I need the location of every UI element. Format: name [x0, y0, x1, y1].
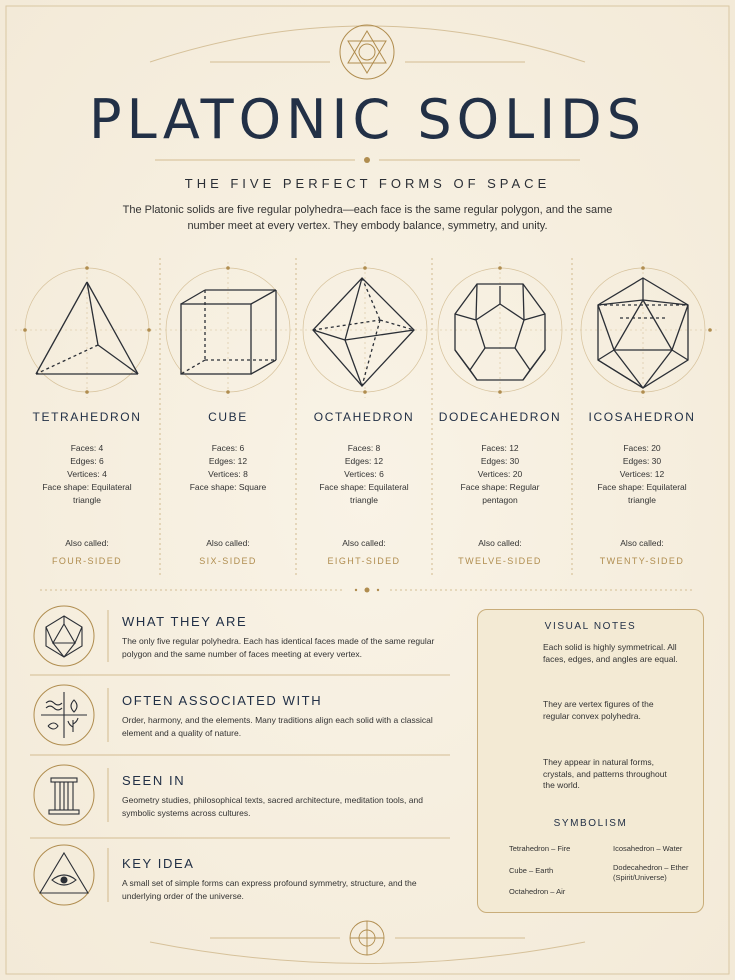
also-called-label: Also called:	[478, 538, 522, 548]
solid-column-octahedron	[294, 410, 434, 566]
solid-name: DODECAHEDRON	[438, 410, 562, 424]
section-icosahedron-icon	[46, 616, 82, 657]
symbol-earth: Cube – Earth	[509, 866, 554, 875]
section-text: Order, harmony, and the elements. Many traditions align each solid with a classical element and a quality of nature.	[122, 715, 433, 738]
section-often-associated	[122, 693, 452, 739]
section-heading: WHAT THEY ARE	[122, 614, 248, 629]
solid-column-cube	[158, 410, 298, 566]
symbol-ether: Dodecahedron – Ether (Spirit/Universe)	[613, 863, 689, 882]
column-icon	[49, 778, 79, 814]
solid-name: OCTAHEDRON	[313, 410, 415, 424]
also-called-value: SIX-SIDED	[199, 556, 257, 566]
page-title: PLATONIC SOLIDS	[89, 88, 646, 151]
octahedron-icon	[313, 278, 414, 386]
solid-stats: Faces: 8 Edges: 12 Vertices: 6 Face shape: Equilateral triangle	[319, 443, 409, 505]
elements-icon	[41, 692, 87, 738]
section-text: The only five regular polyhedra. Each has identical faces made of the same regular polygon and the same number of faces meeting at every vertex.	[122, 636, 435, 659]
also-called-label: Also called:	[65, 538, 109, 548]
symbol-fire: Tetrahedron – Fire	[509, 844, 571, 853]
section-key-idea	[122, 856, 452, 902]
symbol-water: Icosahedron – Water	[613, 844, 683, 853]
also-called-value: FOUR-SIDED	[52, 556, 122, 566]
also-called-label: Also called:	[342, 538, 386, 548]
also-called-value: TWENTY-SIDED	[599, 556, 685, 566]
also-called-value: TWELVE-SIDED	[458, 556, 542, 566]
section-heading: OFTEN ASSOCIATED WITH	[122, 693, 323, 708]
also-called-value: EIGHT-SIDED	[327, 556, 401, 566]
section-seen-in	[122, 773, 452, 819]
eye-triangle-icon	[40, 853, 88, 893]
cube-icon	[181, 290, 276, 374]
section-text: A small set of simple forms can express profound symmetry, structure, and the underlying order of the universe.	[122, 878, 417, 901]
section-heading: SEEN IN	[122, 773, 186, 788]
also-called-label: Also called:	[206, 538, 250, 548]
solid-name: TETRAHEDRON	[32, 410, 142, 424]
solid-column-tetrahedron	[17, 410, 157, 566]
visual-note-2: They are vertex figures of the regular convex polyhedra.	[543, 699, 654, 721]
page-subtitle: THE FIVE PERFECT FORMS OF SPACE	[184, 176, 551, 191]
solid-stats: Faces: 12 Edges: 30 Vertices: 20 Face shape: Regular pentagon	[460, 443, 540, 505]
solid-column-icosahedron	[572, 410, 712, 566]
intro-text: The Platonic solids are five regular polyhedra—each face is the same regular polygon, and the same number meet at every vertex. They embody balance, symmetry, and unity.	[122, 204, 613, 232]
solid-stats: Faces: 4 Edges: 6 Vertices: 4 Face shape: Equilateral triangle	[42, 443, 132, 505]
solid-name: CUBE	[208, 410, 248, 424]
solid-stats: Faces: 20 Edges: 30 Vertices: 12 Face shape: Equilateral triangle	[597, 443, 687, 505]
section-text: Geometry studies, philosophical texts, sacred architecture, meditation tools, and symbolic systems across cultures.	[122, 795, 423, 818]
symbol-air: Octahedron – Air	[509, 887, 566, 896]
symbolism-heading: SYMBOLISM	[553, 818, 628, 829]
visual-notes-panel	[477, 609, 704, 913]
visual-notes-heading: VISUAL NOTES	[544, 621, 637, 632]
solid-name: ICOSAHEDRON	[588, 410, 696, 424]
visual-note-1: Each solid is highly symmetrical. All faces, edges, and angles are equal.	[543, 642, 678, 664]
visual-note-3: They appear in natural forms, crystals, and patterns throughout the world.	[543, 757, 667, 790]
section-what-they-are	[122, 614, 452, 660]
solid-stats: Faces: 6 Edges: 12 Vertices: 8 Face shape: Square	[189, 443, 267, 492]
also-called-label: Also called:	[620, 538, 664, 548]
section-heading: KEY IDEA	[122, 856, 195, 871]
solid-column-dodecahedron	[430, 410, 570, 566]
